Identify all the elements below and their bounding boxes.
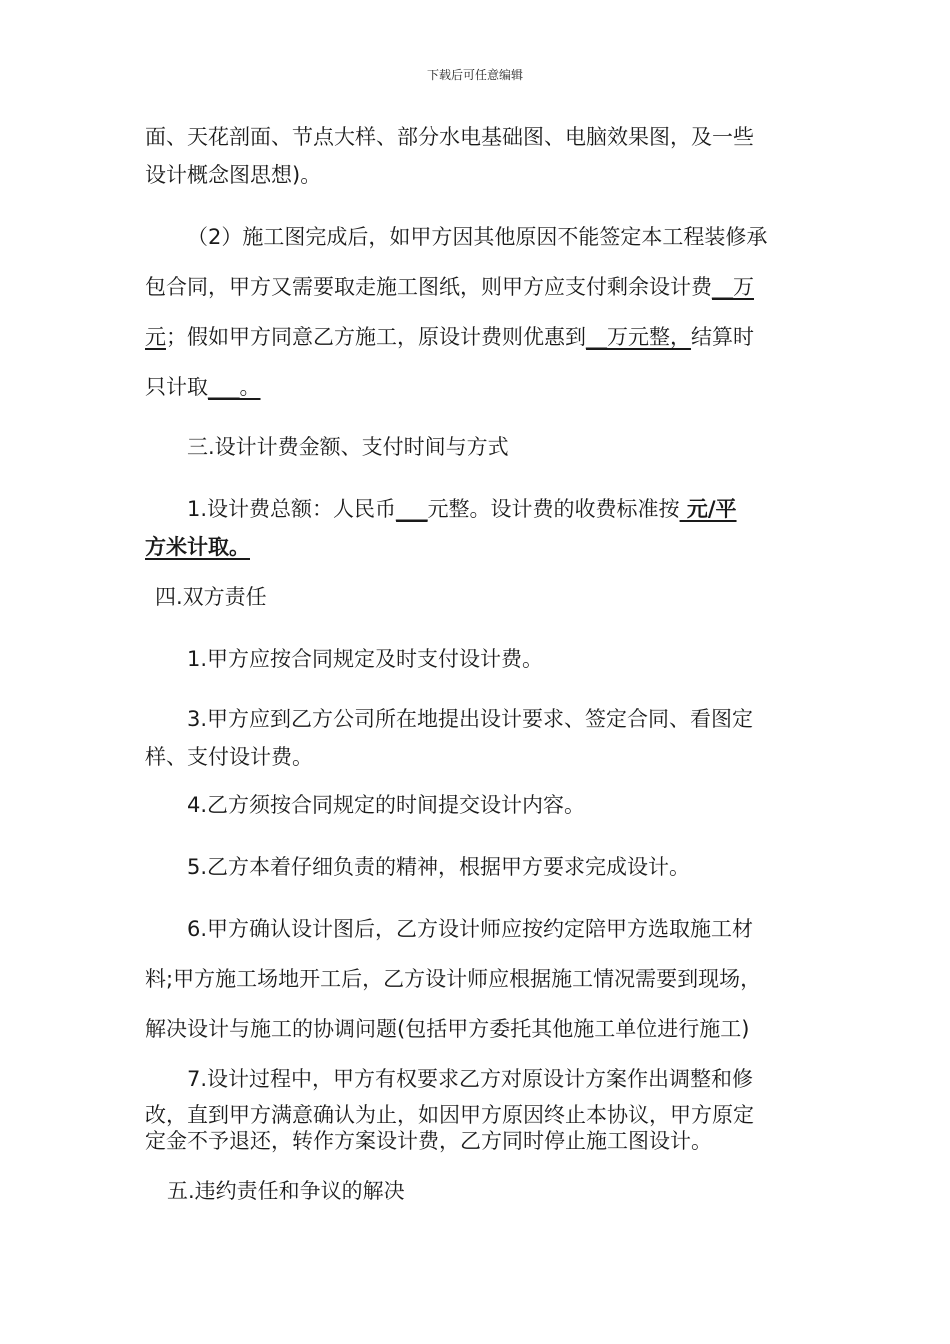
fill-blank: 元/平	[679, 497, 737, 521]
list-item: 6.甲方确认设计图后，乙方设计师应按约定陪甲方选取施工材	[187, 917, 754, 941]
text-run: 元整。设计费的收费标准按	[427, 497, 680, 521]
list-item: 4.乙方须按合同规定的时间提交设计内容。	[187, 793, 586, 817]
list-item: 7.设计过程中，甲方有权要求乙方对原设计方案作出调整和修	[187, 1067, 754, 1091]
text-run: 1.设计费总额：人民币	[187, 497, 397, 521]
text-run: 包合同，甲方又需要取走施工图纸，则甲方应支付剩余设计费	[145, 275, 712, 299]
text-run: 只计取	[145, 375, 208, 399]
text-run: 结算时	[691, 325, 754, 349]
paragraph-line	[187, 496, 737, 522]
paragraph-line	[145, 274, 754, 300]
list-item-continuation: 定金不予退还，转作方案设计费，乙方同时停止施工图设计。	[145, 1129, 712, 1153]
list-item-continuation: 解决设计与施工的协调问题(包括甲方委托其他施工单位进行施工)	[145, 1017, 750, 1041]
fill-blank: 方米计取。	[145, 535, 250, 559]
section-heading: 五.违约责任和争议的解决	[167, 1179, 405, 1203]
paragraph-line	[145, 374, 261, 400]
list-item: 1.甲方应按合同规定及时支付设计费。	[187, 647, 544, 671]
fill-blank: __万	[712, 275, 754, 299]
list-item-continuation: 改，直到甲方满意确认为止，如因甲方原因终止本协议，甲方原定	[145, 1103, 754, 1127]
fill-blank: ___。	[208, 375, 261, 399]
fill-blank: ___	[396, 497, 428, 521]
text-run: ；假如甲方同意乙方施工，原设计费则优惠到	[166, 325, 586, 349]
paragraph-line	[145, 324, 754, 350]
paragraph-line: （2）施工图完成后，如甲方因其他原因不能签定本工程装修承	[187, 225, 768, 249]
fill-blank: __万元整，	[586, 325, 691, 349]
paragraph-line: 设计概念图思想)。	[145, 163, 322, 187]
list-item-continuation: 样、支付设计费。	[145, 745, 313, 769]
paragraph-line	[145, 534, 250, 560]
section-heading: 三.设计计费金额、支付时间与方式	[187, 435, 509, 459]
page-header: 下载后可任意编辑	[426, 68, 523, 82]
list-item-continuation: 料;甲方施工场地开工后，乙方设计师应根据施工情况需要到现场，	[145, 967, 762, 991]
list-item: 3.甲方应到乙方公司所在地提出设计要求、签定合同、看图定	[187, 707, 754, 731]
fill-blank: 元	[145, 325, 166, 349]
paragraph-line: 面、天花剖面、节点大样、部分水电基础图、电脑效果图，及一些	[145, 125, 754, 149]
section-heading: 四.双方责任	[155, 585, 267, 609]
list-item: 5.乙方本着仔细负责的精神，根据甲方要求完成设计。	[187, 855, 691, 879]
